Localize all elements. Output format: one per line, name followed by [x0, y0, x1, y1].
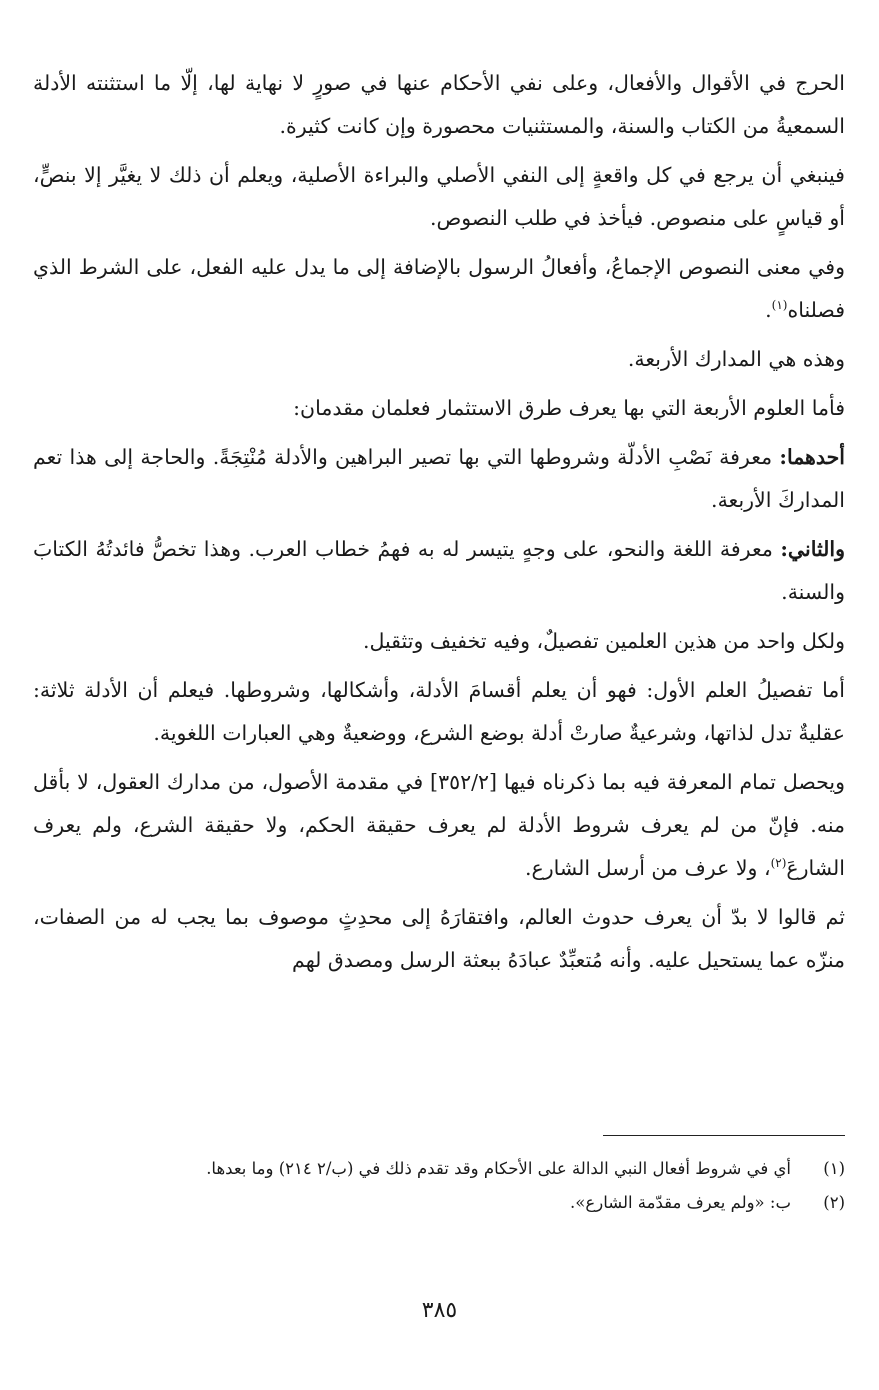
main-text [33, 62, 845, 988]
paragraph-text: ويحصل تمام المعرفة فيه بما ذكرناه فيها [٣٥٢/٢] في مقدمة الأصول، من مدارك العقول، لا بأقل منه. فإنّ من لم يعرف شروط الأدلة لم يعرف حقيقة الحكم، ولا حقيقة الشرع، ولم يعرف الشارعَ [33, 770, 845, 880]
paragraph-text: ولكل واحد من هذين العلمين تفصيلٌ، وفيه تخفيف وتثقيل. [362, 629, 845, 653]
paragraph-text: أما تفصيلُ العلم الأول: فهو أن يعلم أقسامَ الأدلة، وأشكالها، وشروطها. فيعلم أن الأدلة ثلاثة: عقليةٌ تدل لذاتها، وشرعيةٌ صارتْ أدلة بوضع الشرع، ووضعيةٌ وهي العبارات اللغوية. [33, 678, 845, 745]
paragraph-text: معرفة اللغة والنحو، على وجهٍ يتيسر له به فهمُ خطاب العرب. وهذا تخصُّ فائدتُهُ الكتابَ والسنة. [33, 537, 845, 604]
paragraph-5 [33, 387, 845, 430]
footnote-1 [33, 1152, 845, 1186]
paragraph-text: وفي معنى النصوص الإجماعُ، وأفعالُ الرسول بالإضافة إلى ما يدل عليه الفعل، على الشرط الذي فصلناه [33, 255, 845, 322]
paragraph-7 [33, 528, 845, 614]
footnote-number: (٢) [823, 1193, 845, 1212]
paragraph-2 [33, 154, 845, 240]
page-number: ٣٨٥ [421, 1298, 458, 1323]
footnote-divider [603, 1135, 845, 1136]
paragraph-text: فأما العلوم الأربعة التي بها يعرف طرق الاستثمار فعلمان مقدمان: [293, 396, 845, 420]
paragraph-8 [33, 620, 845, 663]
paragraph-text: فينبغي أن يرجع في كل واقعةٍ إلى النفي الأصلي والبراءة الأصلية، ويعلم أن ذلك لا يغيَّر إلا بنصٍّ، أو قياسٍ على منصوص. فيأخذ في طلب النصوص. [33, 163, 845, 230]
paragraph-11 [33, 896, 845, 982]
paragraph-lead: والثاني: [780, 537, 845, 561]
paragraph-10 [33, 761, 845, 890]
paragraph-text: ثم قالوا لا بدّ أن يعرف حدوث العالم، وافتقارَهُ إلى محدِثٍ موصوف بما يجب له من الصفات، منزّه عما يستحيل عليه. وأنه مُتعبِّدٌ عبادَهُ ببعثة الرسل ومصدق لهم [33, 905, 845, 972]
paragraph-3 [33, 246, 845, 332]
footnote-ref-2[interactable]: (٢) [770, 856, 787, 871]
paragraph-text: الحرج في الأقوال والأفعال، وعلى نفي الأحكام عنها في صورٍ لا نهاية لها، إلّا ما استثنته الأدلة السمعيةُ من الكتاب والسنة، والمستثنيات محصورة وإن كانت كثيرة. [33, 71, 845, 138]
paragraph-text: وهذه هي المدارك الأربعة. [627, 347, 845, 371]
paragraph-text: معرفة نَصْبِ الأدلّة وشروطها التي بها تصير البراهين والأدلة مُنْتِجَةً. والحاجة إلى هذا تعم المداركَ الأربعة. [33, 445, 845, 512]
footnote-2 [33, 1186, 845, 1220]
paragraph-lead: أحدهما: [779, 445, 845, 469]
paragraph-text-tail: ، ولا عرف من أرسل الشارع. [524, 856, 771, 880]
paragraph-4 [33, 338, 845, 381]
paragraph-1 [33, 62, 845, 148]
footnotes [33, 1152, 845, 1220]
footnote-text: ب: «ولم يعرف مقدّمة الشارع». [570, 1193, 791, 1212]
footnote-text: أي في شروط أفعال النبي الدالة على الأحكام وقد تقدم ذلك في (ب/٢ ٢١٤) وما بعدها. [206, 1159, 791, 1178]
footnote-number: (١) [823, 1159, 845, 1178]
paragraph-text-tail: . [765, 298, 772, 322]
paragraph-6 [33, 436, 845, 522]
footnote-ref-1[interactable]: (١) [771, 298, 788, 313]
paragraph-9 [33, 669, 845, 755]
